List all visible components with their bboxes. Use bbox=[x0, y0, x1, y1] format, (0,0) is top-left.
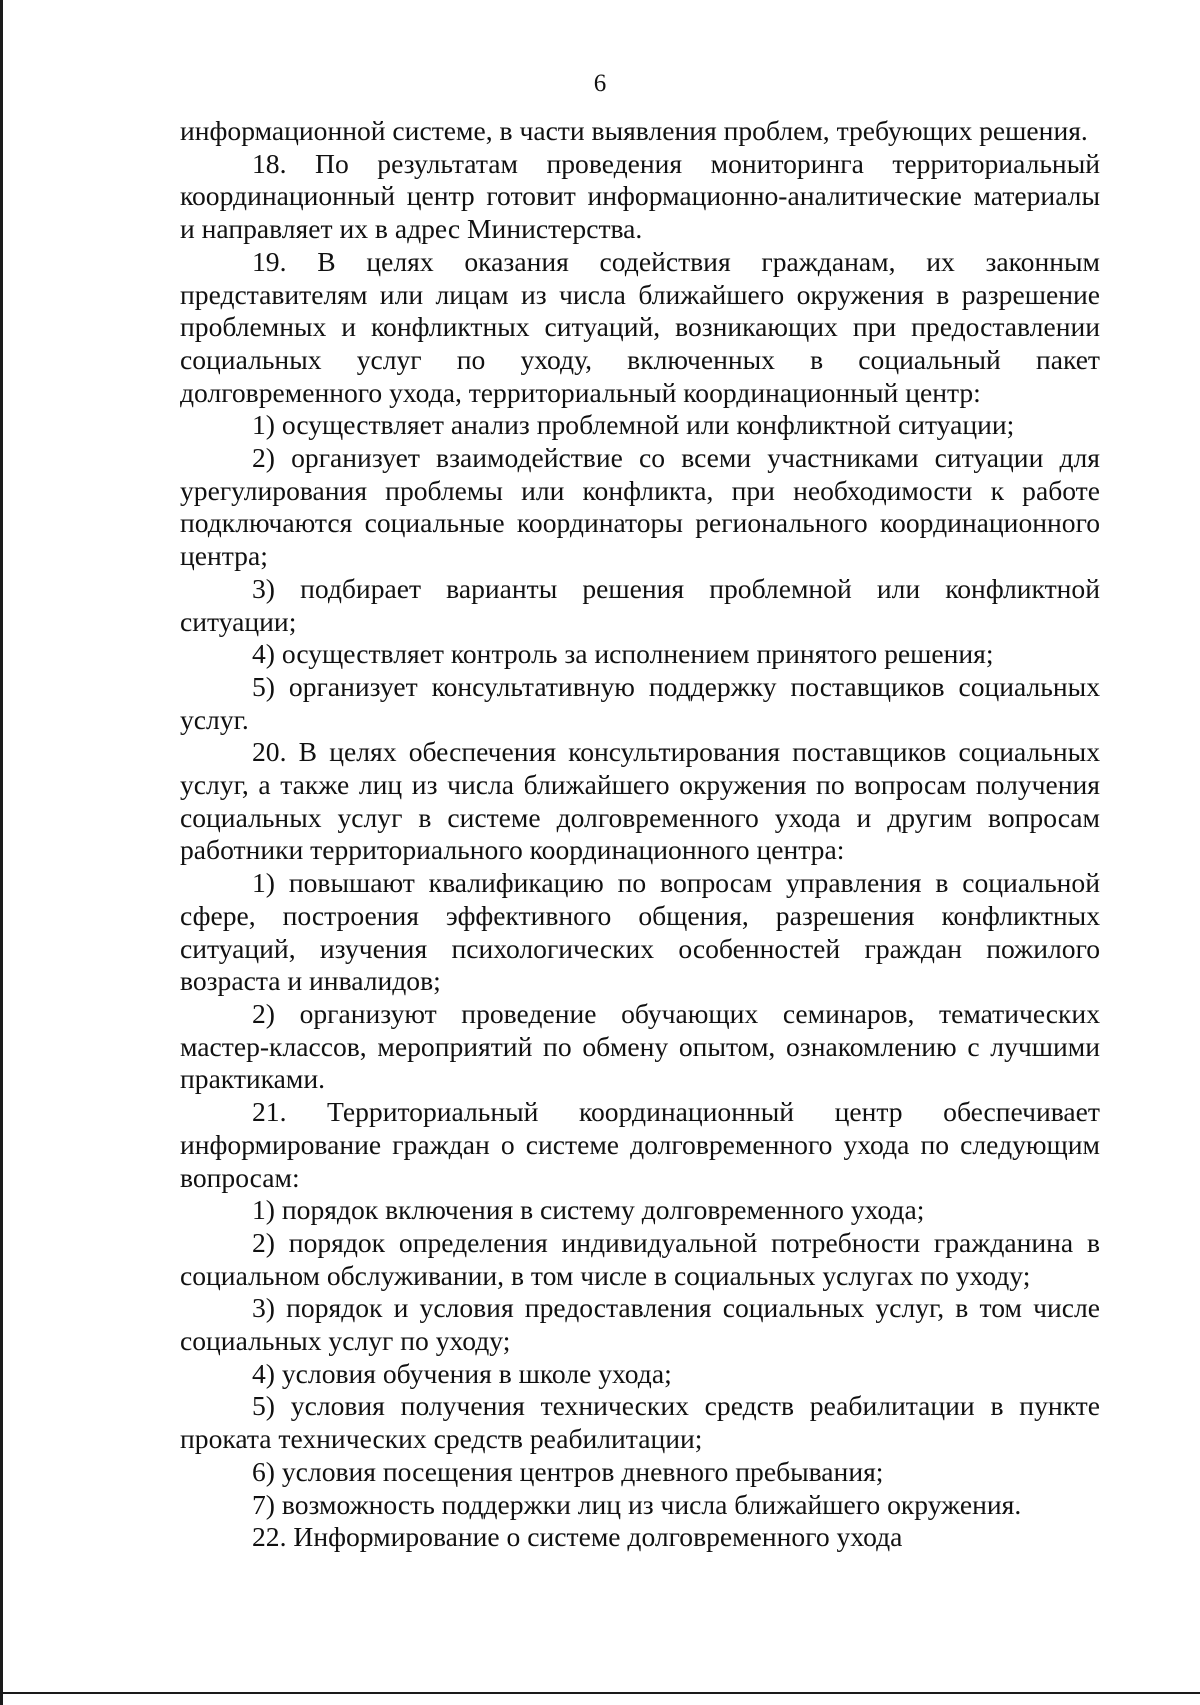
document-body bbox=[180, 115, 1100, 1554]
paragraph-21-item-6: 6) условия посещения центров дневного пребывания; bbox=[252, 1455, 884, 1487]
paragraph-19-item-3: 3) подбирает варианты решения проблемной или конфликтной ситуации; bbox=[180, 572, 1100, 637]
paragraph-21-item-3: 3) порядок и условия предоставления социальных услуг, в том числе социальных услуг по уходу; bbox=[180, 1292, 1100, 1357]
paragraph-19-item-2: 2) организует взаимодействие со всеми участниками ситуации для урегулирования проблемы или конфликта, при необходимости к работе подключаются социальные координаторы регионального координационного центра; bbox=[180, 442, 1100, 572]
paragraph-21-item-2: 2) порядок определения индивидуальной потребности гражданина в социальном обслуживании, в том числе в социальных услугах по уходу; bbox=[180, 1226, 1100, 1291]
paragraph-19: 19. В целях оказания содействия гражданам, их законным представителям или лицам из числа ближайшего окружения в разрешение проблемных и конфликтных ситуаций, возникающих при предоставлении социальных услуг по уходу, включенных в социальный пакет долговременного ухода, территориальный координационный центр: bbox=[180, 245, 1100, 408]
paragraph-19-item-4: 4) осуществляет контроль за исполнением принятого решения; bbox=[252, 638, 994, 670]
paragraph-21-item-1: 1) порядок включения в систему долговременного ухода; bbox=[252, 1194, 925, 1226]
paragraph-21-item-5: 5) условия получения технических средств реабилитации в пункте проката технических средств реабилитации; bbox=[180, 1390, 1100, 1455]
paragraph-21-item-7: 7) возможность поддержки лиц из числа ближайшего окружения. bbox=[252, 1488, 1022, 1520]
paragraph-21-item-4: 4) условия обучения в школе ухода; bbox=[252, 1357, 672, 1389]
paragraph-22: 22. Информирование о системе долговременного ухода bbox=[252, 1521, 903, 1553]
scan-edge-bottom bbox=[0, 1692, 1200, 1694]
paragraph-20: 20. В целях обеспечения консультирования поставщиков социальных услуг, а также лиц из числа ближайшего окружения по вопросам получения социальных услуг в системе долговременного ухода и другим вопросам работники территориального координационного центра: bbox=[180, 736, 1100, 866]
page-number: 6 bbox=[593, 70, 607, 97]
paragraph-19-item-5: 5) организует консультативную поддержку поставщиков социальных услуг. bbox=[180, 670, 1100, 735]
paragraph-20-item-1: 1) повышают квалификацию по вопросам управления в социальной сфере, построения эффективного общения, разрешения конфликтных ситуаций, изучения психологических особенностей граждан пожилого возраста и инвалидов; bbox=[180, 867, 1100, 997]
paragraph-18: 18. По результатам проведения мониторинга территориальный координационный центр готовит информационно-аналитические материалы и направляет их в адрес Министерства. bbox=[180, 147, 1100, 245]
paragraph-21: 21. Территориальный координационный центр обеспечивает информирование граждан о системе долговременного ухода по следующим вопросам: bbox=[180, 1096, 1100, 1193]
paragraph-20-item-2: 2) организуют проведение обучающих семинаров, тематических мастер-классов, мероприятий по обмену опытом, ознакомлению с лучшими практиками. bbox=[180, 997, 1100, 1095]
paragraph-19-item-1: 1) осуществляет анализ проблемной или конфликтной ситуации; bbox=[252, 409, 1015, 441]
scan-edge-left bbox=[0, 0, 3, 1705]
paragraph-continuation: информационной системе, в части выявления проблем, требующих решения. bbox=[180, 115, 1088, 146]
